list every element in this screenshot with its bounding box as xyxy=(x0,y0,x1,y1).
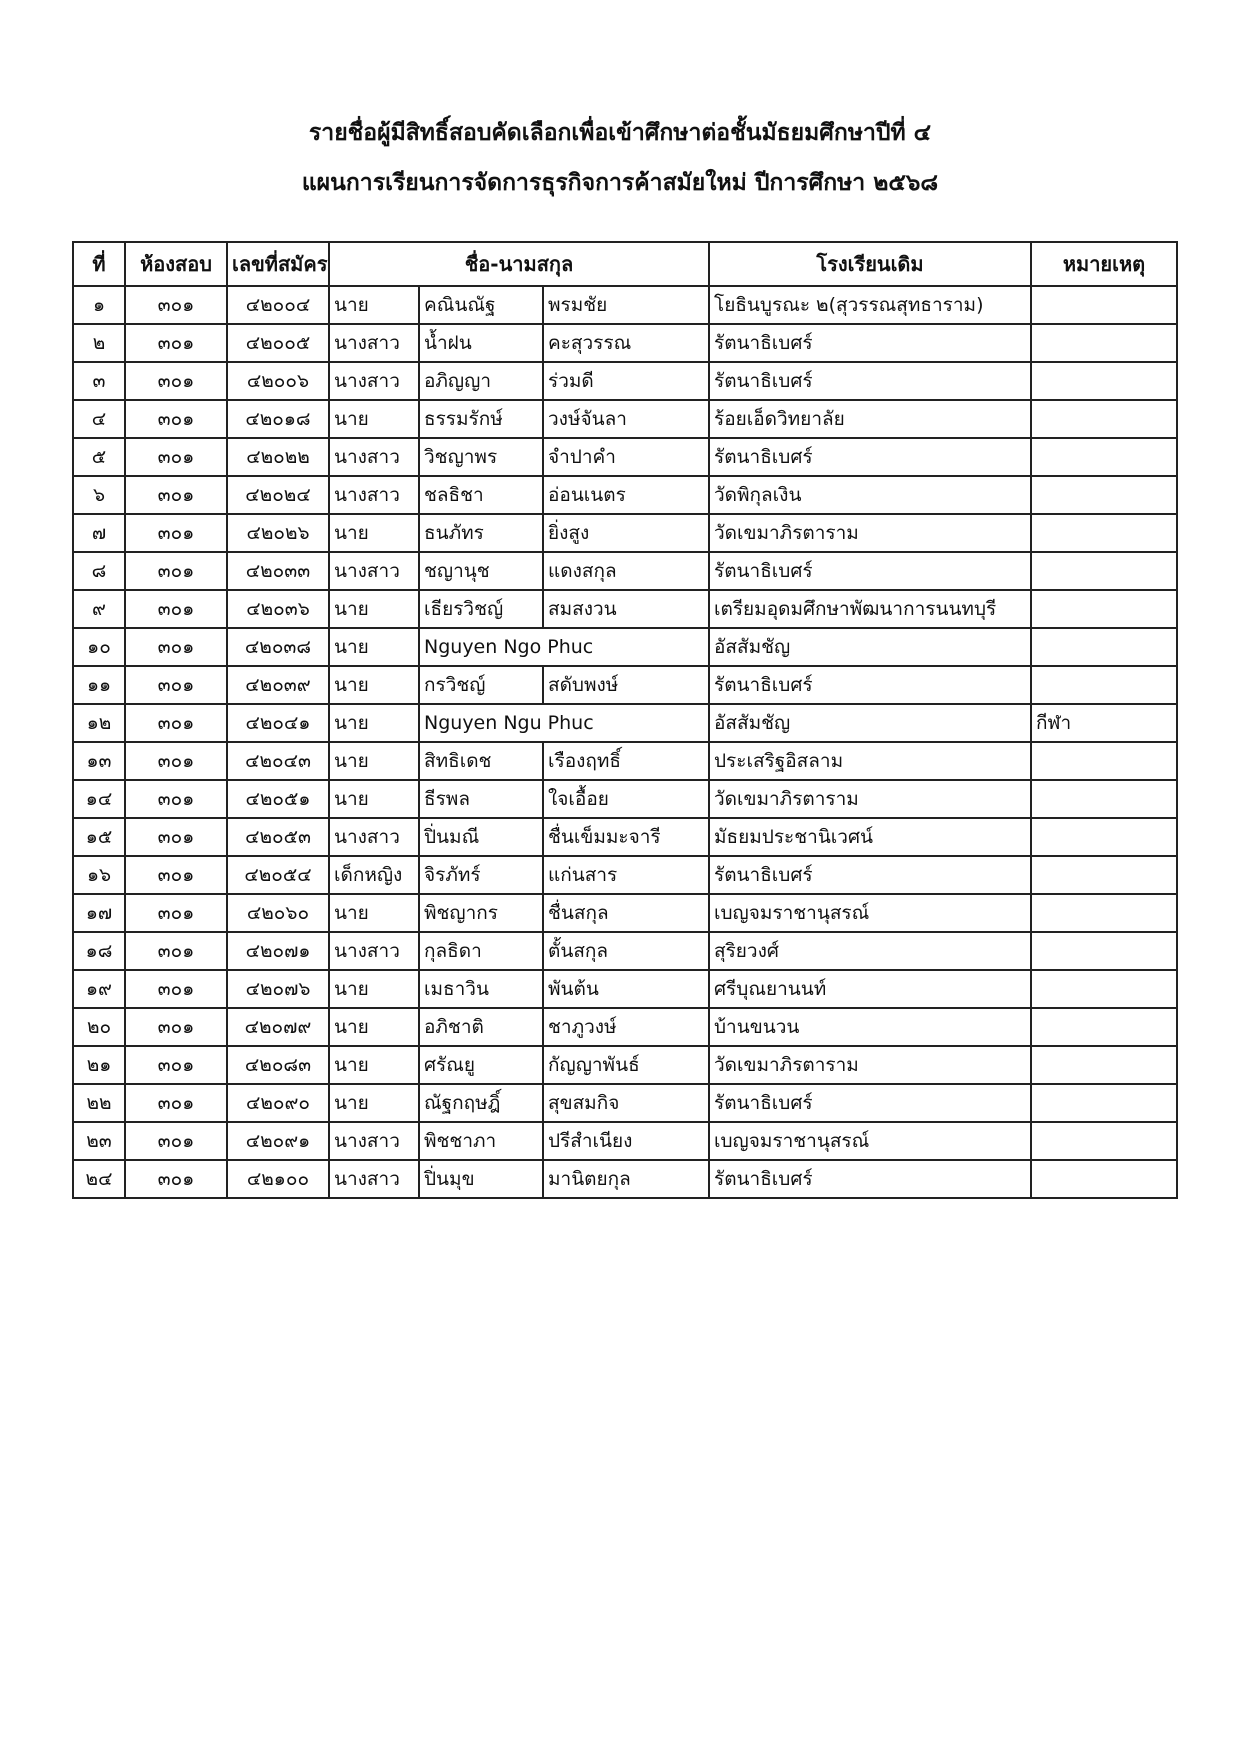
cell-remark xyxy=(1031,1008,1177,1046)
cell-first-name: ชญานุช xyxy=(419,552,543,590)
cell-no: ๒๔ xyxy=(73,1160,125,1198)
cell-remark xyxy=(1031,1046,1177,1084)
cell-school: สุริยวงศ์ xyxy=(709,932,1031,970)
cell-remark xyxy=(1031,780,1177,818)
cell-room: ๓๐๑ xyxy=(125,742,227,780)
cell-prefix: นาย xyxy=(329,590,419,628)
cell-remark xyxy=(1031,666,1177,704)
cell-no: ๑๔ xyxy=(73,780,125,818)
cell-school: เตรียมอุดมศึกษาพัฒนาการนนทบุรี xyxy=(709,590,1031,628)
cell-no: ๑๒ xyxy=(73,704,125,742)
cell-app-no: ๔๒๐๓๓ xyxy=(227,552,329,590)
header-school: โรงเรียนเดิม xyxy=(709,242,1031,286)
cell-school: รัตนาธิเบศร์ xyxy=(709,438,1031,476)
cell-no: ๗ xyxy=(73,514,125,552)
cell-first-name: จิรภัทร์ xyxy=(419,856,543,894)
cell-last-name: พันต้น xyxy=(543,970,709,1008)
cell-last-name: สดับพงษ์ xyxy=(543,666,709,704)
cell-fullname: Nguyen Ngo Phuc xyxy=(419,628,709,666)
cell-no: ๓ xyxy=(73,362,125,400)
cell-app-no: ๔๒๐๒๔ xyxy=(227,476,329,514)
cell-last-name: ร่วมดี xyxy=(543,362,709,400)
cell-first-name: เมธาวิน xyxy=(419,970,543,1008)
cell-remark xyxy=(1031,514,1177,552)
cell-school: รัตนาธิเบศร์ xyxy=(709,666,1031,704)
table-row xyxy=(73,1084,1177,1122)
cell-remark xyxy=(1031,894,1177,932)
cell-prefix: นางสาว xyxy=(329,476,419,514)
cell-remark xyxy=(1031,324,1177,362)
header-no: ที่ xyxy=(73,242,125,286)
cell-remark xyxy=(1031,400,1177,438)
table-header-row xyxy=(73,242,1177,286)
table-row xyxy=(73,704,1177,742)
cell-app-no: ๔๒๐๓๖ xyxy=(227,590,329,628)
table-row xyxy=(73,1160,1177,1198)
cell-prefix: นางสาว xyxy=(329,932,419,970)
header-name: ชื่อ-นามสกุล xyxy=(329,242,709,286)
cell-room: ๓๐๑ xyxy=(125,1046,227,1084)
cell-no: ๕ xyxy=(73,438,125,476)
cell-remark xyxy=(1031,628,1177,666)
cell-room: ๓๐๑ xyxy=(125,856,227,894)
cell-prefix: นาย xyxy=(329,1008,419,1046)
cell-first-name: ธรรมรักษ์ xyxy=(419,400,543,438)
cell-room: ๓๐๑ xyxy=(125,704,227,742)
table-row xyxy=(73,894,1177,932)
cell-last-name: ใจเอื้อย xyxy=(543,780,709,818)
table-row xyxy=(73,324,1177,362)
table-row xyxy=(73,780,1177,818)
table-row xyxy=(73,742,1177,780)
cell-prefix: นาย xyxy=(329,628,419,666)
cell-school: วัดเขมาภิรตาราม xyxy=(709,514,1031,552)
cell-remark xyxy=(1031,1122,1177,1160)
cell-no: ๑๘ xyxy=(73,932,125,970)
cell-school: รัตนาธิเบศร์ xyxy=(709,324,1031,362)
header-remark: หมายเหตุ xyxy=(1031,242,1177,286)
cell-room: ๓๐๑ xyxy=(125,476,227,514)
cell-last-name: ชาภูวงษ์ xyxy=(543,1008,709,1046)
cell-prefix: นางสาว xyxy=(329,552,419,590)
cell-room: ๓๐๑ xyxy=(125,552,227,590)
table-row xyxy=(73,1046,1177,1084)
cell-fullname: Nguyen Ngu Phuc xyxy=(419,704,709,742)
cell-prefix: นาย xyxy=(329,666,419,704)
cell-last-name: ปรีสำเนียง xyxy=(543,1122,709,1160)
cell-no: ๒๓ xyxy=(73,1122,125,1160)
cell-last-name: เรืองฤทธิ์ xyxy=(543,742,709,780)
title-line-1: รายชื่อผู้มีสิทธิ์สอบคัดเลือกเพื่อเข้าศึกษาต่อชั้นมัธยมศึกษาปีที่ ๔ xyxy=(308,120,932,146)
cell-app-no: ๔๒๐๔๑ xyxy=(227,704,329,742)
cell-first-name: พิชญากร xyxy=(419,894,543,932)
cell-prefix: นาย xyxy=(329,1084,419,1122)
cell-no: ๒๑ xyxy=(73,1046,125,1084)
cell-room: ๓๐๑ xyxy=(125,1084,227,1122)
cell-last-name: กัญญาพันธ์ xyxy=(543,1046,709,1084)
cell-prefix: นางสาว xyxy=(329,818,419,856)
cell-app-no: ๔๒๐๕๓ xyxy=(227,818,329,856)
cell-school: อัสสัมชัญ xyxy=(709,628,1031,666)
cell-first-name: ณัฐกฤษฎิ์ xyxy=(419,1084,543,1122)
cell-last-name: แดงสกุล xyxy=(543,552,709,590)
cell-app-no: ๔๒๐๐๔ xyxy=(227,286,329,324)
cell-first-name: ชลธิชา xyxy=(419,476,543,514)
cell-app-no: ๔๒๐๓๘ xyxy=(227,628,329,666)
cell-last-name: วงษ์จันลา xyxy=(543,400,709,438)
cell-school: ร้อยเอ็ดวิทยาลัย xyxy=(709,400,1031,438)
cell-no: ๖ xyxy=(73,476,125,514)
cell-school: ประเสริฐอิสลาม xyxy=(709,742,1031,780)
table-row xyxy=(73,286,1177,324)
cell-room: ๓๐๑ xyxy=(125,1122,227,1160)
cell-school: รัตนาธิเบศร์ xyxy=(709,552,1031,590)
table-row xyxy=(73,476,1177,514)
cell-room: ๓๐๑ xyxy=(125,324,227,362)
cell-prefix: นาย xyxy=(329,400,419,438)
cell-no: ๒๐ xyxy=(73,1008,125,1046)
cell-remark xyxy=(1031,362,1177,400)
cell-school: รัตนาธิเบศร์ xyxy=(709,362,1031,400)
cell-school: อัสสัมชัญ xyxy=(709,704,1031,742)
cell-school: รัตนาธิเบศร์ xyxy=(709,1160,1031,1198)
cell-school: เบญจมราชานุสรณ์ xyxy=(709,894,1031,932)
cell-first-name: อภิญญา xyxy=(419,362,543,400)
cell-first-name: ธีรพล xyxy=(419,780,543,818)
cell-app-no: ๔๒๐๕๑ xyxy=(227,780,329,818)
cell-school: เบญจมราชานุสรณ์ xyxy=(709,1122,1031,1160)
cell-school: รัตนาธิเบศร์ xyxy=(709,1084,1031,1122)
cell-remark xyxy=(1031,590,1177,628)
cell-school: วัดพิกุลเงิน xyxy=(709,476,1031,514)
cell-room: ๓๐๑ xyxy=(125,1008,227,1046)
document-title xyxy=(0,108,1240,208)
table-row xyxy=(73,628,1177,666)
cell-school: วัดเขมาภิรตาราม xyxy=(709,780,1031,818)
cell-first-name: กรวิชญ์ xyxy=(419,666,543,704)
cell-first-name: สิทธิเดช xyxy=(419,742,543,780)
table-row xyxy=(73,818,1177,856)
table-row xyxy=(73,438,1177,476)
cell-prefix: นาย xyxy=(329,704,419,742)
cell-app-no: ๔๒๐๒๒ xyxy=(227,438,329,476)
table-row xyxy=(73,400,1177,438)
table-row xyxy=(73,970,1177,1008)
cell-app-no: ๔๒๐๗๑ xyxy=(227,932,329,970)
cell-prefix: นาย xyxy=(329,514,419,552)
cell-last-name: แก่นสาร xyxy=(543,856,709,894)
cell-app-no: ๔๒๐๐๕ xyxy=(227,324,329,362)
cell-room: ๓๐๑ xyxy=(125,894,227,932)
cell-app-no: ๔๒๐๘๓ xyxy=(227,1046,329,1084)
cell-prefix: นาย xyxy=(329,742,419,780)
cell-last-name: พรมชัย xyxy=(543,286,709,324)
table-row xyxy=(73,552,1177,590)
cell-room: ๓๐๑ xyxy=(125,514,227,552)
cell-app-no: ๔๒๐๕๔ xyxy=(227,856,329,894)
cell-first-name: ปิ่นมณี xyxy=(419,818,543,856)
cell-last-name: ยิ่งสูง xyxy=(543,514,709,552)
cell-last-name: สมสงวน xyxy=(543,590,709,628)
cell-room: ๓๐๑ xyxy=(125,666,227,704)
cell-no: ๑ xyxy=(73,286,125,324)
table-row xyxy=(73,666,1177,704)
cell-room: ๓๐๑ xyxy=(125,400,227,438)
cell-prefix: นาย xyxy=(329,1046,419,1084)
cell-remark xyxy=(1031,856,1177,894)
cell-prefix: นาย xyxy=(329,894,419,932)
cell-first-name: วิชญาพร xyxy=(419,438,543,476)
cell-prefix: นางสาว xyxy=(329,324,419,362)
cell-prefix: เด็กหญิง xyxy=(329,856,419,894)
cell-first-name: ธนภัทร xyxy=(419,514,543,552)
cell-first-name: อภิชาติ xyxy=(419,1008,543,1046)
cell-school: บ้านขนวน xyxy=(709,1008,1031,1046)
cell-remark xyxy=(1031,1160,1177,1198)
cell-first-name: กุลธิดา xyxy=(419,932,543,970)
cell-last-name: สุขสมกิจ xyxy=(543,1084,709,1122)
cell-last-name: จำปาคำ xyxy=(543,438,709,476)
cell-school: มัธยมประชานิเวศน์ xyxy=(709,818,1031,856)
cell-prefix: นางสาว xyxy=(329,1122,419,1160)
cell-room: ๓๐๑ xyxy=(125,628,227,666)
cell-no: ๒ xyxy=(73,324,125,362)
cell-room: ๓๐๑ xyxy=(125,818,227,856)
cell-remark xyxy=(1031,970,1177,1008)
cell-room: ๓๐๑ xyxy=(125,970,227,1008)
cell-first-name: น้ำฝน xyxy=(419,324,543,362)
cell-app-no: ๔๒๐๒๖ xyxy=(227,514,329,552)
cell-room: ๓๐๑ xyxy=(125,1160,227,1198)
cell-prefix: นางสาว xyxy=(329,438,419,476)
cell-first-name: คณินณัฐ xyxy=(419,286,543,324)
cell-remark xyxy=(1031,1084,1177,1122)
cell-room: ๓๐๑ xyxy=(125,438,227,476)
cell-remark xyxy=(1031,286,1177,324)
cell-school: โยธินบูรณะ ๒(สุวรรณสุทธาราม) xyxy=(709,286,1031,324)
cell-no: ๑๓ xyxy=(73,742,125,780)
cell-prefix: นางสาว xyxy=(329,1160,419,1198)
cell-room: ๓๐๑ xyxy=(125,780,227,818)
table-row xyxy=(73,1122,1177,1160)
cell-app-no: ๔๒๐๔๓ xyxy=(227,742,329,780)
cell-remark xyxy=(1031,818,1177,856)
table-body xyxy=(73,286,1177,1198)
cell-room: ๓๐๑ xyxy=(125,286,227,324)
cell-app-no: ๔๒๐๙๑ xyxy=(227,1122,329,1160)
cell-app-no: ๔๒๐๗๖ xyxy=(227,970,329,1008)
cell-app-no: ๔๒๐๐๖ xyxy=(227,362,329,400)
cell-prefix: นาย xyxy=(329,780,419,818)
cell-last-name: คะสุวรรณ xyxy=(543,324,709,362)
cell-no: ๑๑ xyxy=(73,666,125,704)
table-row xyxy=(73,856,1177,894)
table-row xyxy=(73,590,1177,628)
cell-first-name: พิชชาภา xyxy=(419,1122,543,1160)
cell-no: ๔ xyxy=(73,400,125,438)
cell-last-name: ตั้นสกุล xyxy=(543,932,709,970)
cell-app-no: ๔๒๑๐๐ xyxy=(227,1160,329,1198)
cell-first-name: ศรัณยู xyxy=(419,1046,543,1084)
cell-no: ๑๙ xyxy=(73,970,125,1008)
cell-remark: กีฬา xyxy=(1031,704,1177,742)
cell-room: ๓๐๑ xyxy=(125,932,227,970)
cell-prefix: นางสาว xyxy=(329,362,419,400)
cell-school: วัดเขมาภิรตาราม xyxy=(709,1046,1031,1084)
cell-remark xyxy=(1031,932,1177,970)
table-row xyxy=(73,932,1177,970)
cell-last-name: ชื่นเข็มมะจารี xyxy=(543,818,709,856)
cell-first-name: ปิ่นมุข xyxy=(419,1160,543,1198)
cell-remark xyxy=(1031,552,1177,590)
header-app-no: เลขที่สมัคร xyxy=(227,242,329,286)
cell-no: ๑๐ xyxy=(73,628,125,666)
cell-room: ๓๐๑ xyxy=(125,362,227,400)
cell-no: ๙ xyxy=(73,590,125,628)
cell-no: ๑๗ xyxy=(73,894,125,932)
cell-no: ๘ xyxy=(73,552,125,590)
cell-remark xyxy=(1031,742,1177,780)
cell-no: ๑๕ xyxy=(73,818,125,856)
cell-last-name: มานิตยกุล xyxy=(543,1160,709,1198)
cell-remark xyxy=(1031,438,1177,476)
cell-school: ศรีบุณยานนท์ xyxy=(709,970,1031,1008)
cell-last-name: ชื่นสกุล xyxy=(543,894,709,932)
cell-app-no: ๔๒๐๖๐ xyxy=(227,894,329,932)
cell-school: รัตนาธิเบศร์ xyxy=(709,856,1031,894)
cell-first-name: เธียรวิชญ์ xyxy=(419,590,543,628)
cell-prefix: นาย xyxy=(329,970,419,1008)
cell-app-no: ๔๒๐๗๙ xyxy=(227,1008,329,1046)
cell-last-name: อ่อนเนตร xyxy=(543,476,709,514)
cell-no: ๑๖ xyxy=(73,856,125,894)
cell-app-no: ๔๒๐๑๘ xyxy=(227,400,329,438)
table-row xyxy=(73,514,1177,552)
cell-app-no: ๔๒๐๙๐ xyxy=(227,1084,329,1122)
cell-prefix: นาย xyxy=(329,286,419,324)
title-line-2: แผนการเรียนการจัดการธุรกิจการค้าสมัยใหม่ ปีการศึกษา ๒๕๖๘ xyxy=(301,170,939,196)
header-room: ห้องสอบ xyxy=(125,242,227,286)
table-row xyxy=(73,1008,1177,1046)
cell-remark xyxy=(1031,476,1177,514)
cell-room: ๓๐๑ xyxy=(125,590,227,628)
candidate-table xyxy=(72,241,1178,1199)
cell-app-no: ๔๒๐๓๙ xyxy=(227,666,329,704)
table-row xyxy=(73,362,1177,400)
cell-no: ๒๒ xyxy=(73,1084,125,1122)
